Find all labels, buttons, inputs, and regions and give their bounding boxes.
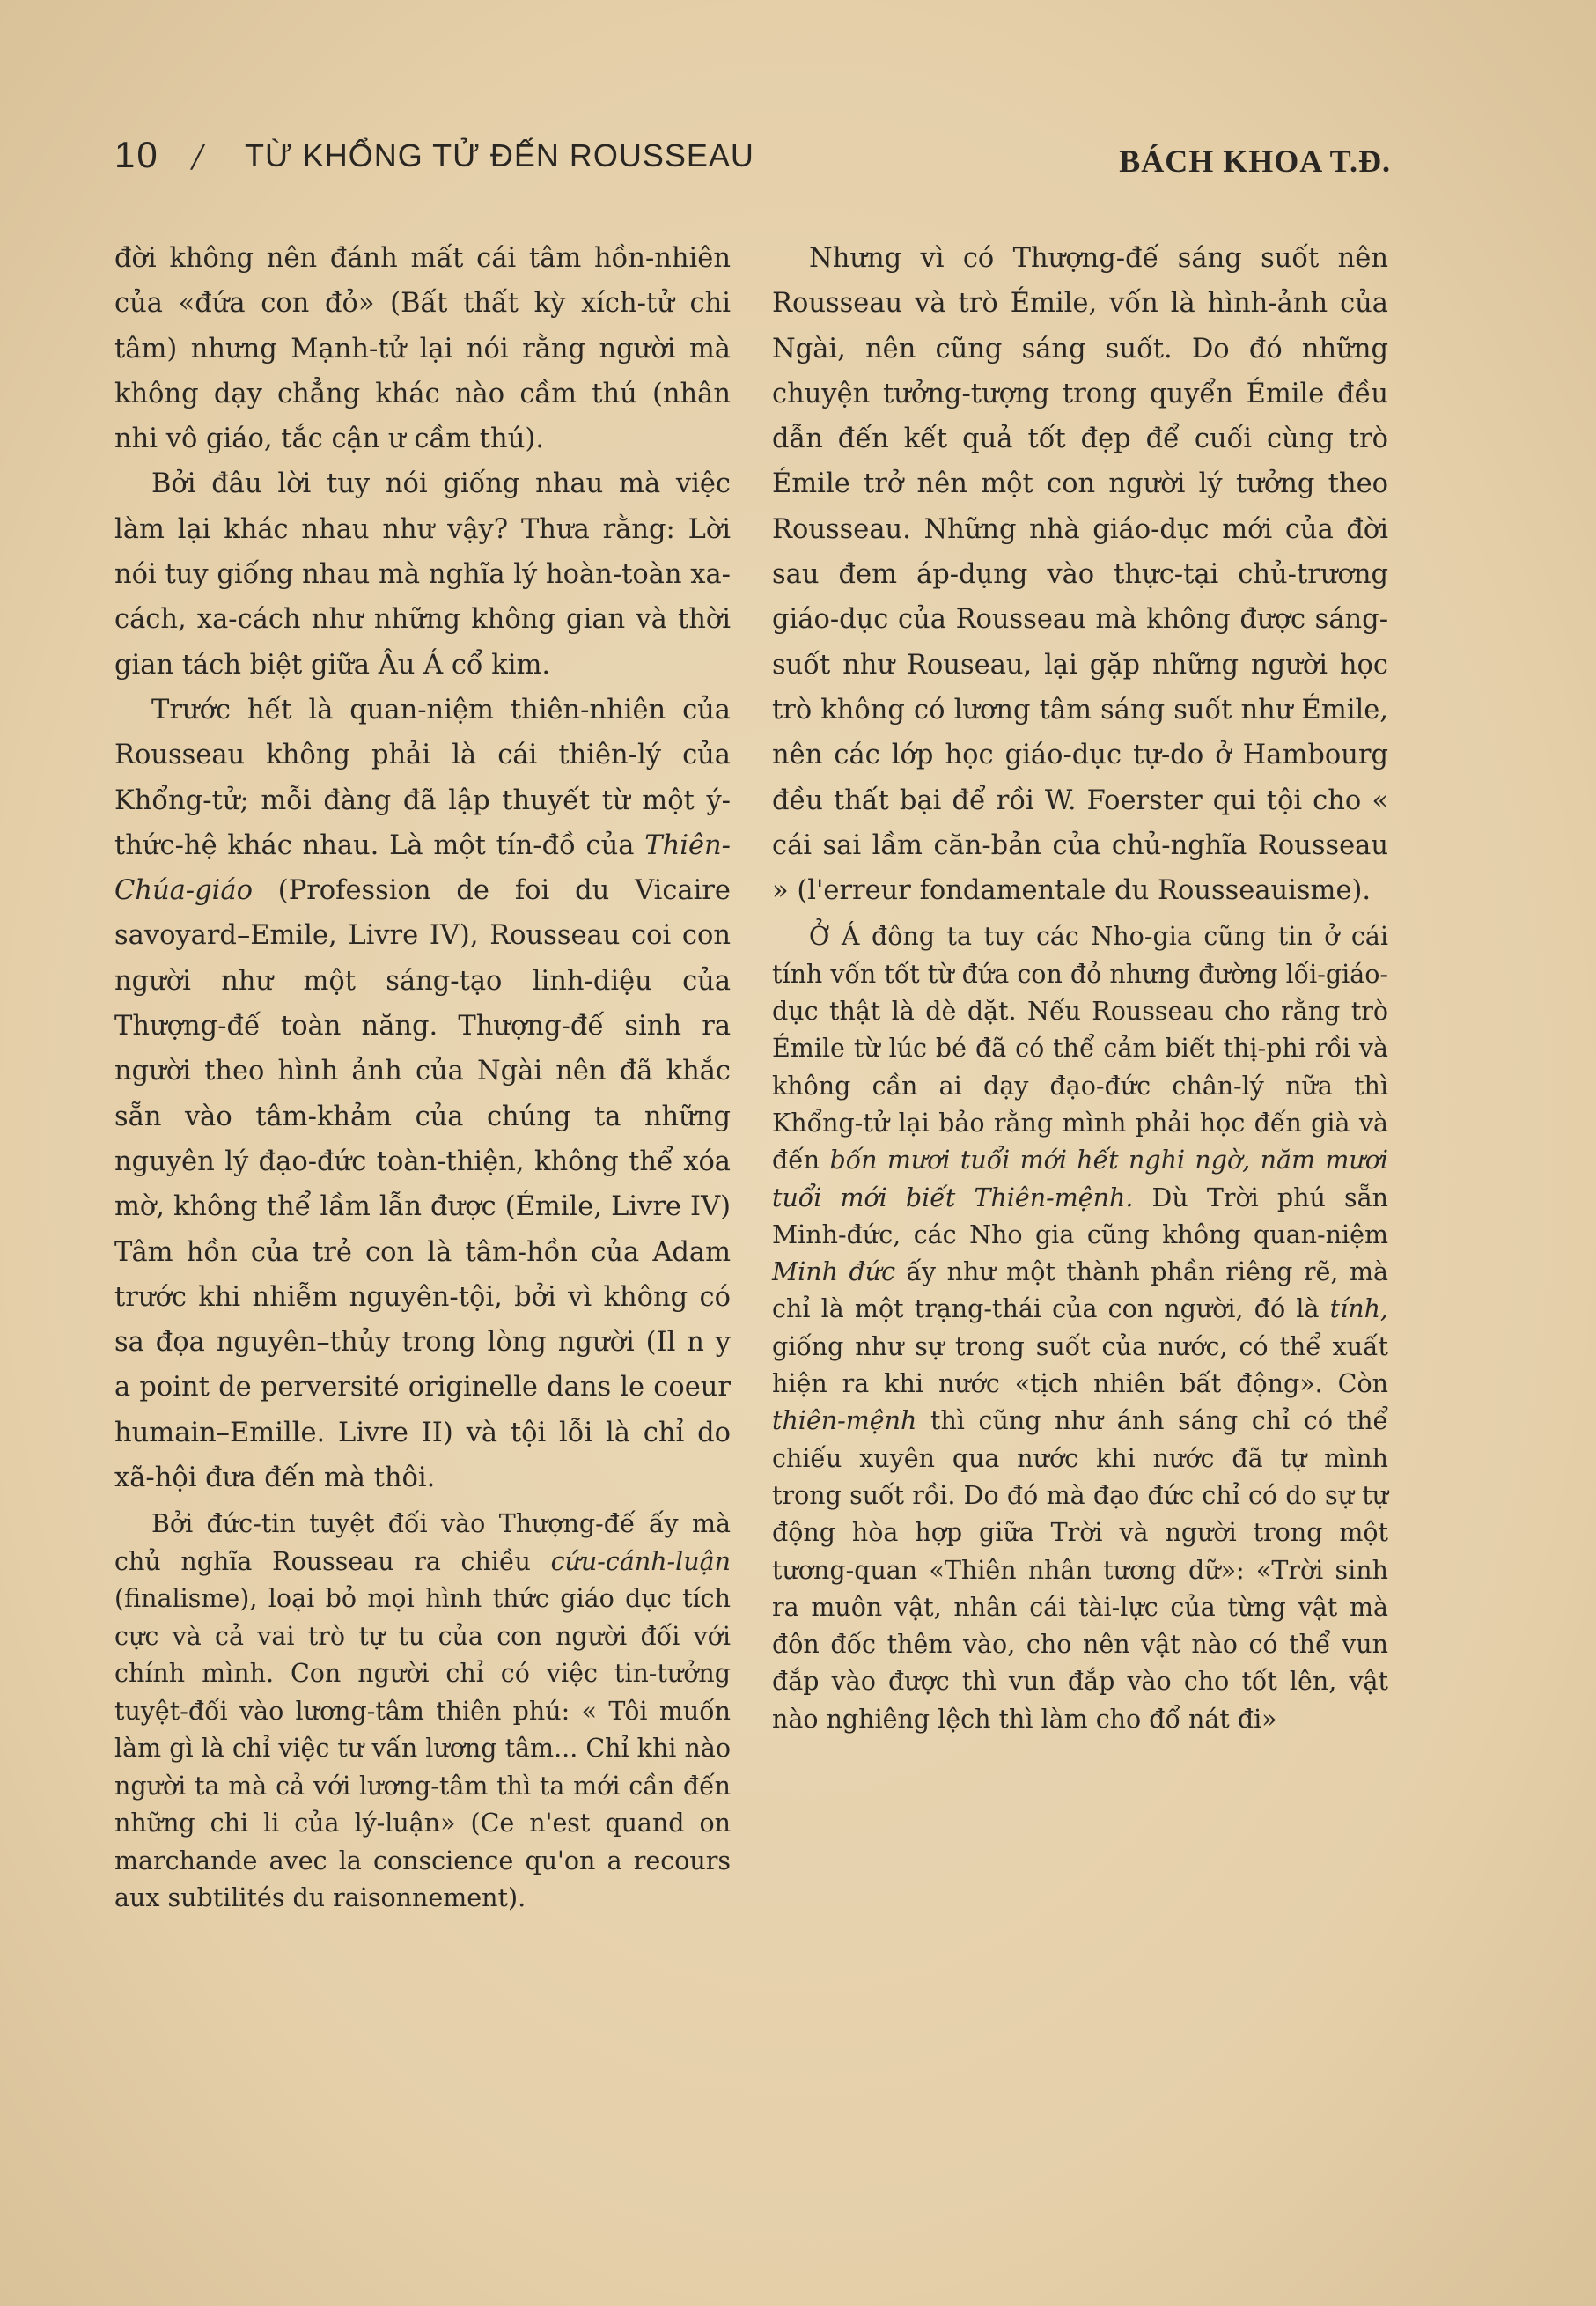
italic-run: Minh đức [772,1257,896,1287]
series-title: BÁCH KHOA T.Đ. [1119,144,1391,179]
text-run: Trước hết là quan-niệm thiên-nhiên của Rousseau không phải là cái thiên-lý của Khổng-tử; mỗi đàng đã lập thuyết từ một ý-thức-hệ khác nhau. Là một tín-đồ của [114,694,731,861]
text-run: Dù Trời phú sẵn Minh-đức, các Nho gia cũng không quan-niệm [772,1182,1388,1249]
left-paragraph-3 [114,688,731,1500]
book-title: TỪ KHỔNG TỬ ĐẾN ROUSSEAU [245,137,754,173]
italic-run: thiên-mệnh [772,1406,917,1436]
running-header [114,134,1391,187]
page-number: 10 [114,134,159,175]
left-paragraph-4 [114,1506,731,1918]
right-paragraph-2 [772,918,1388,1738]
italic-run: cứu-cánh-luận [550,1546,731,1576]
right-paragraph-1: Nhưng vì có Thượng-đế sáng suốt nên Rousseau và trò Émile, vốn là hình-ảnh của Ngài, nên cũng sáng suốt. Do đó những chuyện tưởng-tượng trong quyển Émile đều dẫn đến kết quả tốt đẹp để cuối cùng trò Émile trở nên một con người lý tưởng theo Rousseau. Những nhà giáo-dục mới của đời sau đem áp-dụng vào thực-tại chủ-trương giáo-dục của Rousseau mà không được sáng-suốt như Rouseau, lại gặp những người học trò không có lương tâm sáng suốt như Émile, nên các lớp học giáo-dục tự-do ở Hambourg đều thất bại để rồi W. Foerster qui tội cho « cái sai lầm căn-bản của chủ-nghĩa Rousseau » (l'erreur fondamentale du Rousseauisme). [772,243,1388,907]
text-run: Bởi đức-tin tuyệt đối vào Thượng-đế ấy mà chủ nghĩa Rousseau ra chiều [114,1509,731,1576]
italic-run: bốn mươi tuổi mới hết nghi ngờ, năm mươi tuổi mới biết Thiên-mệnh. [772,1146,1388,1212]
text-run: Ở Á đông ta tuy các Nho-gia cũng tin ở cái tính vốn tốt từ đứa con đỏ nhưng đường lối-giáo-dục thật là dè dặt. Nếu Rousseau cho rằng trò Émile từ lúc bé đã có thể cảm biết thị-phi rồi và không cần ai dạy đạo-đức chân-lý nữa thì Khổng-tử lại bảo rằng mình phải học đến già và đến [772,922,1388,1175]
right-column [772,236,1388,1738]
italic-run: Thiên-Chúa-giáo [114,829,731,907]
left-column [114,236,731,1918]
text-run: giống như sự trong suốt của nước, có thể xuất hiện ra khi nước «tịch nhiên bất động». Còn [772,1331,1388,1399]
text-run: thì cũng như ánh sáng chỉ có thể chiếu xuyên qua nước khi nước đã tự mình trong suốt rồi. Do đó mà đạo đức chỉ có do sự tự động hòa hợp giữa Trời và người trong một tương-quan «Thiên nhân tương dữ»: «Trời sinh ra muôn vật, nhân cái tài-lực của từng vật mà đôn đốc thêm vào, cho nên vật nào có thể vun đắp vào được thì vun đắp vào cho tốt lên, vật nào nghiêng lệch thì làm cho đổ nát đi» [772,1406,1388,1734]
left-paragraph-1: đời không nên đánh mất cái tâm hồn-nhiên của «đứa con đỏ» (Bất thất kỳ xích-tử chi tâm) nhưng Mạnh-tử lại nói rằng người mà không dạy chẳng khác nào cầm thú (nhân nhi vô giáo, tắc cận ư cầm thú). [114,243,731,455]
text-run: (finalisme), loại bỏ mọi hình thức giáo dục tích cực và cả vai trò tự tu của con người đối với chính mình. Con người chỉ có việc tin-tưởng tuyệt-đối vào lương-tâm thiên phú: « Tôi muốn làm gì là chỉ việc tư vấn lương tâm... Chỉ khi nào người ta mà cả với lương-tâm thì ta mới cần đến những chi li của lý-luận» (Ce n'est quand on marchande avec la conscience qu'on a recours aux subtilités du raisonnement). [114,1584,731,1913]
header-separator: / [192,135,203,178]
italic-run: tính, [1329,1294,1388,1324]
text-run: ấy như một thành phần riêng rẽ, mà chỉ là một trạng-thái của con người, đó là [772,1257,1388,1324]
text-run: (Profession de foi du Vicaire savoyard–Emile, Livre IV), Rousseau coi con người như một sáng-tạo linh-diệu của Thượng-đế toàn năng. Thượng-đế sinh ra người theo hình ảnh của Ngài nên đã khắc sẵn vào tâm-khảm của chúng ta những nguyên lý đạo-đức toàn-thiện, không thể xóa mờ, không thể lầm lẫn được (Émile, Livre IV) Tâm hồn của trẻ con là tâm-hồn của Adam trước khi nhiễm nguyên-tội, bởi vì không có sa đọa nguyên–thủy trong lòng người (Il n y a point de perversité originelle dans le coeur humain–Emille. Livre II) và tội lỗi là chỉ do xã-hội đưa đến mà thôi. [114,875,731,1494]
left-paragraph-2: Bởi đâu lời tuy nói giống nhau mà việc làm lại khác nhau như vậy? Thưa rằng: Lời nói tuy giống nhau mà nghĩa lý hoàn-toàn xa-cách, xa-cách như những không gian và thời gian tách biệt giữa Âu Á cổ kim. [114,468,731,681]
